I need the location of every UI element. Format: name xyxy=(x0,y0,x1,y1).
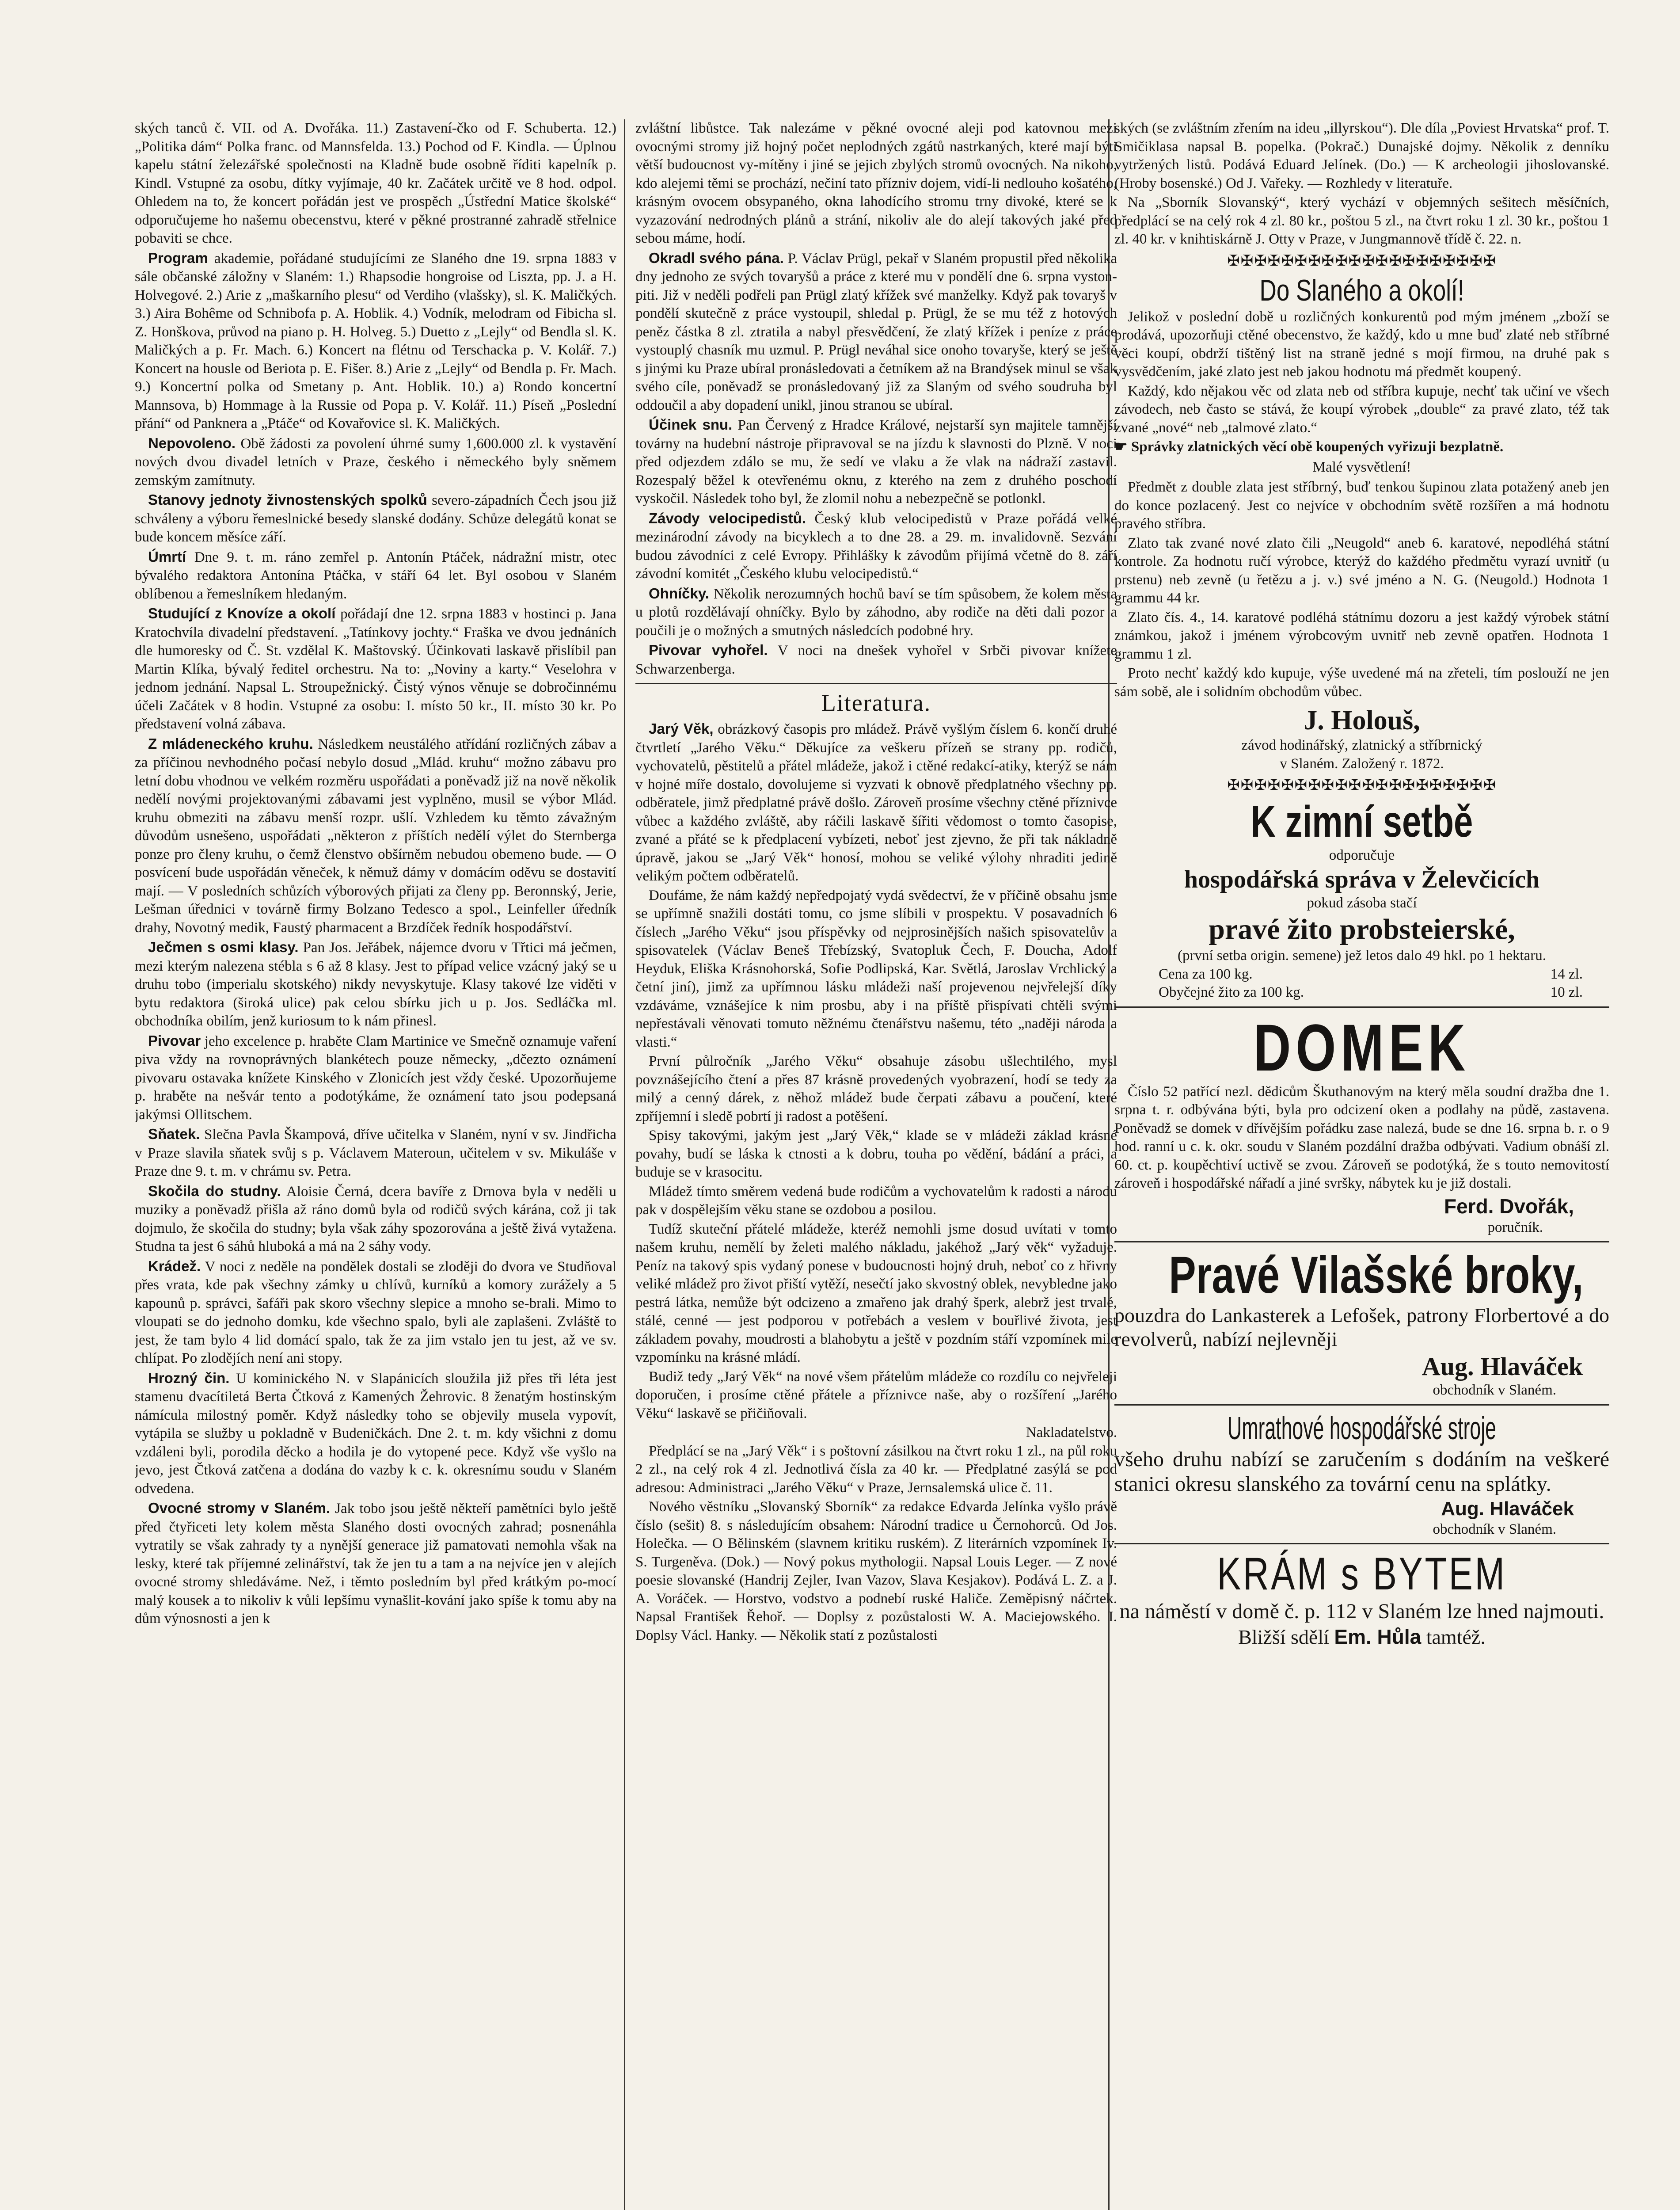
price-row: Cena za 100 kg. 14 zl. xyxy=(1159,966,1583,982)
news-pivovar: Pivovar jeho excelence p. hraběte Clam Martinice ve Smečně oznamuje vaření piva vždy na rovnoprávných blankétech pouze německy, „dčezto oznámení pivovaru ostavaka knížete Kinského v Zlonicích jest vždy české. Upozorňujeme p. hraběte na nešvár tento a podotýkáme, že oznámení tato jsou podepsaná jakýmsi Ollitschem. xyxy=(135,1032,616,1123)
news-studujici: Studující z Knovíze a okolí pořádají dne 12. srpna 1883 v hostinci p. Jana Kratochvíla divadelní představení. „Tatínkovy jochty.“ Fraška ve dvou jednáních dle humoresky od Č. St. vzdělal K. Maštovský. Účinkovati laskavě přislíbil pan Martin Klíka, bývalý ředitel orchestru. Na to: „Noviny a karty.“ Veselohra v jednom jednání. Napsal L. Stroupežnický. Čistý výnos věnuje se dobročinnému účeli Začátek v 8 hodin. Vstupné za osobu: I. místo 50 kr., II. místo 30 kr. Po představení volná zábava. xyxy=(135,605,616,732)
news-continuation-2: zvláštní libůstce. Tak nalezáme v pěkné ovocné aleji pod katovnou mezi ovocnými stromy již hojný počet neplodných zgátů nastrkaných, které mají býti větší budoucnost vy-mítěny i jiné se jejich zbylých stromů ovocných. Na nikoho, kdo alejemi těmi se prochází, nečiní tato přízniv dojem, vidí-li nedlouho košatého, krásným ovocem obsypaného, okna lahodícího stromu trny divoké, které se k vyzazování nedrodných plánů a strání, nikoliv ale do alejí takových jaké před sebou máme, hodí. xyxy=(635,120,1117,246)
ad-setbe: K zimní setbě odporučuje hospodářská správa v Želevčicích pokud zásoba stačí pravé žito probsteierské, (první setba origin. semene) jež letos dalo 49 hkl. po 1 hektaru. Cena za 100 kg. 14 zl. Obyčejné žito za 100 kg. 10 zl. xyxy=(1114,797,1609,1002)
news-ohnicky: Ohníčky. Několik nerozumných hochů baví se tím spůsobem, že kolem města u plotů rozdělávají ohníčky. Bylo by záhodno, aby rodiče na děti dali pozor a poučili je o možných a smutných následcích podobné hry. xyxy=(635,585,1117,639)
ad-kram-title: KRÁM s BYTEM xyxy=(1217,1548,1507,1600)
ad-kram: KRÁM s BYTEM na náměstí v domě č. p. 112 v Slaném lze hned najmouti. Bližší sdělí Em. Hůla tamtéž. xyxy=(1114,1549,1609,1649)
ad-broky: Pravé Vilašské broky, pouzdra do Lankasterek a Lefošek, patrony Florbertové a do revolverů, nabízí nejlevněji Aug. Hlaváček obchodník v Slaném. xyxy=(1114,1246,1609,1398)
news-ovocne-stromy: Ovocné stromy v Slaném. Jak tobo jsou ještě někteří pamětníci bylo ještě před čtyřiceti lety kolem města Slaného dosti ovocných zahrad; posnenáhla vytratily se však zahrady ty a nynější generace již pamatovati nemohla však na lesky, které tak příjemné zelinářství, tak že jen tu a tam a na nejvíce jen v alejích ovocné stromy shledáváme. Než, i těmto posledním byl před krátkým po-mocí malý kousek a to nikoliv k vůli lepšímu vynašlit-kování jako spíše k tomu aby na dům výnosnosti a jen k xyxy=(135,1500,616,1627)
ornament-border: ✠✠✠✠✠✠✠✠✠✠✠✠✠✠✠✠✠✠✠✠ xyxy=(1227,251,1497,270)
ad-divider xyxy=(1114,1006,1609,1008)
news-zavody: Závody velocipedistů. Český klub velocipedistů v Praze pořádá velké mezinárodní závody na bicyklech a to dne 28. a 29. m. invalidovně. Sezvání budou závodníci z celé Evropy. Přihlášky k závodům přijímá včetně do 8. září závodní komitét „Českého klubu velocipedistů.“ xyxy=(635,510,1117,582)
lit-sbornik: Na „Sborník Slovanský“, který vychází v objemných sešitech měsíčních, předplácí se na celý rok 4 zl. 80 kr., poštou 5 zl., na čtvrt roku 1 zl. 30 kr., poštou 1 zl. 40 kr. v knihtiskárně J. Otty v Praze, v Jungmannově třídě č. 22. n. xyxy=(1114,194,1609,247)
ad-setbe-title: K zimní setbě xyxy=(1250,797,1473,846)
lit-paragraph: První půlročník „Jarého Věku“ obsahuje zásobu ušlechtilého, mysl povznášejícího čtení a přes 87 krásně provedených vyobrazení, hodí se tedy za milý a cenný dárek, z něhož mládež bude čerpati zábavu a poučení, které zpříjemní i sledě pobrtí ji radost a potěšení. xyxy=(635,1053,1117,1124)
literatura-heading: Literatura. xyxy=(821,690,931,716)
lit-jary-vek: Jarý Věk, obrázkový časopis pro mládež. Právě vyšlým číslem 6. končí druhé čtvrtletí „Jarého Věku.“ Děkujíce za veškeru přízeň se strany pp. rodičů, vychovatelů, pěstitelů a přátel mládeže, jakož i ctěné redakcí-atiky, kterýž se nám v hojné míře dostalo, dovolujeme si vyzvati k obnově předplatného všechny pp. odběratele, jimž předplatné právě došlo. Zároveň prosíme všechny ctěné příznivce vůbec a každého zvláště, aby ráčili laskavě šířiti vědomost o tomto časopise, zvané a přáté se k předplacení vybízeti, neboť jest zjevno, že při tak nákladně úpravě, jakou se „Jarý Věk“ honosí, mohou se veliké výlohy nhraditi jedině velikým počtem odběratelů. xyxy=(635,720,1117,884)
news-snatek: Sňatek. Slečna Pavla Škampová, dříve učitelka v Slaném, nyní v sv. Jindřicha v Praze slavila sňatek svůj s p. Václavem Materoun, učitelem v sv. Mikuláše v Praze dne 9. t. m. v chrámu sv. Petra. xyxy=(135,1126,616,1179)
news-umrti: Úmrtí Dne 9. t. m. ráno zemřel p. Antonín Ptáček, nádražní mistr, otec bývalého redaktora Antonína Ptáčka, v stáří 64 let. Byl osobou v Slaném oblíbenou a řemeslníkem hledaným. xyxy=(135,548,616,602)
ad-divider xyxy=(1114,1241,1609,1242)
ad-kram-info: Bližší sdělí Em. Hůla tamtéž. xyxy=(1238,1625,1486,1648)
news-okradl: Okradl svého pána. P. Václav Prügl, pekař v Slaném propustil před několika dny jednoho ze svých tovaryšů a práce z které mu v pondělí dne 6. srpna vyston-piti. Již v neděli podřeli pan Prügl zlatý křížek své manželky. Když pak tovaryš v pondělí skutečně z práce vystoupil, shledal p. Prügl, že se mu též z hotových peněz částka 8 zl. ztratila a nabyl přesvědčení, že zlatý křížek i peníze z práce vystouplý chasník mu uzmul. P. Prügl neváhal sice onoho tovaryše, který se ještě s jinými ku Praze ubíral pronásledovati a četníkem až na Brandýsek minul se však svého cíle, poněvadž se pronásledovaný již za Slaným od svého soudruha byl oddoučil a aby dopadení unikl, jinou stranou se ubíral. xyxy=(635,249,1117,413)
ad-holous: Do Slaného a okolí! Jelikož v poslední době u rozličných konkurentů pod mým jménem „zboží se prodává, upozorňuji ctěné obecenstvo, že každý, kdo u mne buď zlaté neb stříbrné věci koupí, obdrží tištěný list na straně jedné s mojí firmou, na druhé pak s vysvědčením, jaké zlato jest neb jakou hodnotu má předmět koupený. Každý, kdo nějakou věc od zlata neb od stříbra kupuje, nechť tak učiní ve všech závodech, neb často se stává, že koupí výrobek „double“ za pravé zlato, též tak zvané „nové“ neb „talmové zlato.“ ☛ Správky zlatnických věcí obě koupených vyřizuji bezplatně. Malé vysvětlení! Předmět z double zlata jest stříbrný, buď tenkou šupinou zlata potažený aneb jen do konce pozlacený. Jest co nejvíce v obchodním světě rozšířen a má hodnotu pravého stříbra. Zlato tak zvané nové zlato čili „Neugold“ aneb 6. karatové, nepodléhá státní kontrole. Za hodnotu ručí výrobce, kterýž do každého předmětu vyrazí uvnitř (u prstenu) neb zevně (u řetězu a j. v.) své jméno a N. G. (Neugold.) Hodnota 1 grammu 44 kr. Zlato čís. 4., 14. karatové podléhá státnímu dozoru a jest každý výrobek státní známkou, jakož i jménem výrobcovým uvnitř neb zevně opatřen. Hodnota 1 grammu 1 zl. Proto nechť každý kdo kupuje, výše uvedené má na zřeteli, tím poslouží ne jen sám sobě, ale i solidním obchodům vůbec. J. Holouš, závod hodinářský, zlatnický a stříbrnický v Slaném. Založený r. 1872. xyxy=(1114,273,1609,772)
ad-umrath-title: Umrathové hospodářské stroje xyxy=(1228,1410,1496,1446)
news-stanovy: Stanovy jednoty živnostenských spolků severo-západních Čech jsou již schváleny a výboru řemeslnické besedy slanské dodány. Schůze delegátů konat se bude koncem měsíce září. xyxy=(135,492,616,545)
lit-paragraph: Budiž tedy „Jarý Věk“ na nové všem přátelům mládeže co rozdílu co nejvřeleji doporučen, i prosíme ctěné přátele a příznivce naše, aby o rozšíření „Jarého Věku“ laskavě se přičiňovali. xyxy=(635,1368,1117,1421)
lit-paragraph: Mládež tímto směrem vedená bude rodičům a vychovatelům k radosti a národu pak v dospělejším věku stane se ozdobou a posilou. xyxy=(635,1183,1117,1218)
ad-holous-heading: Do Slaného a okolí! xyxy=(1259,273,1464,307)
section-divider xyxy=(635,683,1117,684)
lit-signature: Nakladatelstvo. xyxy=(1026,1425,1117,1440)
price-row: Obyčejné žito za 100 kg. 10 zl. xyxy=(1159,984,1583,1000)
ad-divider xyxy=(1114,1404,1609,1406)
column-2 xyxy=(635,119,1117,2210)
news-jecmen: Ječmen s osmi klasy. Pan Jos. Jeřábek, nájemce dvoru v Třtici má ječmen, mezi kterým nalezena stébla s 6 až 8 klasy. Jest to případ velice vzácný jaký se u druhu tobo (imperialu skotského) nikdy nevyskytuje. Klasy takové lze viděti v bytu redaktora (široká ulice) pak celou sbírku jich u p. Jos. Sedláčka ml. obchodníka obilím, jenž kuriosum to k nám přinesl. xyxy=(135,939,616,1029)
news-skocila: Skočila do studny. Aloisie Černá, dcera bavíře z Drnova byla v neděli u muziky a poněvadž přišla až ráno domů byla od rodičů svých kárána, což ji tak dojmulo, že skočila do studny; byla však záhy spozorována a ještě živá vytažena. Studna ta jest 6 sáhů hluboká a má na 2 sáhy vody. xyxy=(135,1182,616,1254)
lit-paragraph: Nového věstníku „Slovanský Sborník“ za redakce Edvarda Jelínka vyšlo právě číslo (sešit) 8. s následujícím obsahem: Národní tradice u Černohorců. Od Jos. Holečka. — O Bělinském (slavnem kritiku ruském). Z literárních vzpomínek Iv. S. Turgeněva. (Dok.) — Nový pokus mythologii. Napsal Louis Leger. — Z nové poesie slovanské (Handrij Zejler, Ivan Vazov, Slava Kesjakov). Podává L. Z. a J. A. Voráček. — Horstvo, vodstvo a podnebí ruské Haliče. Zeměpisný náčrtek. Napsal František Řehoř. — Doplsy z pozůstalosti W. A. Maciejowského. I. Doplsy Václ. Hanky. — Několik statí z pozůstalosti xyxy=(635,1499,1117,1643)
ad-broky-title: Pravé Vilašské broky, xyxy=(1169,1246,1584,1304)
column-3 xyxy=(1114,119,1609,2210)
ornament-border: ✠✠✠✠✠✠✠✠✠✠✠✠✠✠✠✠✠✠✠✠ xyxy=(1227,776,1497,794)
pointing-hand-icon: ☛ xyxy=(1114,439,1128,455)
column-rule-left xyxy=(624,119,625,2210)
ad-holous-name: J. Holouš, xyxy=(1304,705,1420,735)
lit-paragraph: Předplácí se na „Jarý Věk“ i s poštovní zásilkou na čtvrt roku 1 zl., na půl roku 2 zl., na celý rok 4 zl. Jednotlivá čísla za 40 kr. — Předplatné zasýlá se pod adresou: Administraci „Jarého Věku“ v Praze, Jernsalemská ulice č. 11. xyxy=(635,1443,1117,1496)
lit-paragraph: Tudíž skuteční přátelé mládeže, kteréž nemohli jsme dosud uvítati v tomto našem kruhu, nemělí by želeti malého nákladu, jakéhož „Jarý věk“ vyžaduje. Peníz na takový spis vydaný ponese v budoucnosti hojný druh, neboť co z hřivny veliké mládež pro život přiští vytěží, nesečtí jako skvostný oblek, nevybledne jako pestrá látka, nemůže být odcizeno a zmařeno jak drahý šperk, alebrž jest trvalé, stálé, cenné — jest podporou v potřebách a veslem v bouřlivé života, jest základem povahy, moudrosti a blahobytu a ještě v pozdním stáří vzpomínek mile vzpomínku na krásné mládí. xyxy=(635,1221,1117,1365)
ad-holous-spravky: ☛ Správky zlatnických věcí obě koupených vyřizuji bezplatně. xyxy=(1114,439,1504,455)
news-continuation: ských tanců č. VII. od A. Dvořáka. 11.) Zastavení-čko od F. Schuberta. 12.) „Politika dám“ Polka franc. od Mannsfelda. 13.) Pochod od F. Kindla. — Úplnou kapelu státní železářské společnosti na Kladně bude osobně říditi kapelník p. Kindl. Vstupné za osobu, dítky vyjímaje, 40 kr. Začátek určitě ve 8 hod. odpol. Ohledem na to, že koncert pořádán jest ve prospěch „Ústřední Matice školské“ odporučujeme ho našemu obecenstvu, které v pěkné prostranné zahradě střelnice pobaviti se chce. xyxy=(135,120,616,246)
ad-domek: DOMEK Číslo 52 patřící nezl. dědicům Škuthanovým na který měla soudní dražba dne 1. srpna t. r. odbývána býti, byla pro odcizení oken a podlahy na půdě, zastavena. Poněvadž se domek v dřívějším pořádku zase nalezá, bude se dne 16. srpna b. r. o 9 hod. ranní u c. k. okr. soudu v Slaném pozdální dražba odbývati. Vadium obnáší zl. 60. ct. p. koupěchtiví uctivě se zvou. Zároveň se podotýká, že s touto nemovitostí zároveň i hospodářské nářadí a jiné svršky, nábytek ku je již dostali. Ferd. Dvořák, poručník. xyxy=(1114,1010,1609,1235)
column-1 xyxy=(135,119,616,2210)
news-hrozny-cin: Hrozný čin. U kominického N. v Slapánicích sloužila již přes tři léta jest stamenu dvacítiletá Berta Čtková z Kamených Žehrovic. 8 ženatým hostinským námícula milostný poměr. Když následky toho se objevily musela vypovít, vytápila se služby u pokladně v Budeničkách. Dne 2. t. m. kdy všichni z domu vzdáleni byli, porodila děcko a hodila je do vytopené pece. Když vše vyšlo na jevo, jest Čtková zatčena a dodána do vazby k c. k. okresnímu soudu v Slaném odvedena. xyxy=(135,1369,616,1497)
news-ucinek-snu: Účinek snu. Pan Červený z Hradce Králové, nejstarší syn majitele tamnější továrny na hudební nástroje připravoval se na jízdu k slavnosti do Plzně. V noci před odjezdem zdálo se mu, že sedí ve vlaku a že vlak na nádraží zastavil. Rozespalý běžel k otevřenému oknu, z kterého na zem z druhého poschodí vyskočil. Následek toho byl, že zlomil nohu a nebezpečně se potlonkl. xyxy=(635,416,1117,507)
ad-domek-title: DOMEK xyxy=(1253,1010,1471,1085)
ad-umrath: Umrathové hospodářské stroje všeho druhu nabízí se zaručením s dodáním na veškeré stanici okresu slanského za tovární cenu na splátky. Aug. Hlaváček obchodník v Slaném. xyxy=(1114,1410,1609,1537)
news-program: Program akademie, pořádané studujícími ze Slaného dne 19. srpna 1883 v sále občanské záložny v Slaném: 1.) Rhapsodie hongroise od Liszta, pp. J. a H. Holvegové. 2.) Arie z „maškarního plesu“ od Verdiho (vlašsky), sl. K. Maličkých. 3.) Aira Bohême od Schnibofa p. A. Hoblik. 4.) Vodník, melodram od Fibicha sl. Z. Honškova, průvod na piano p. H. Holveg. 5.) Duetto z „Lejly“ od Bendla sl. K. Maličkých a p. Fr. Mach. 6.) Koncert na flétnu od Terschacka p. V. Kolář. 7.) Koncert na housle od Beriota p. E. Fišer. 8.) Arie z „Lejly“ od Bendla p. Fr. Mach. 9.) Koncertní polka od Smetany p. Ant. Hoblik. 10.) a) Rondo koncertní Mannsova, b) Hommage à la Russie od Popa p. V. Kolář. 11.) Píseň „Poslední přání“ od Panknera a „Ptáče“ od Kovařovice sl. K. Maličkých. xyxy=(135,249,616,431)
news-mladenecky-kruh: Z mládeneckého kruhu. Následkem neustálého atřídání rozličných zábav a za příčinou nevhodného počasí nebylo dosud „Mlád. kruhu“ možno zábavu pro letní dobu vhodnou ve velkém rozměru uspořádati a poněvadž již na nově několik nedělí novými projektovanými zábavami jest vyplněno, musil se výbor Mlád. kruhu obmeziti na zábavu menší rozpr. ušlí. Vzhledem ku těmto závažným důvodům usnešeno, uspořádati „některon z příštích nedělí výlet do Sternberga ponze pro členy kruhu, o čemž členstvo obšírněm nebudou obemeno bude. — O posvícení bude uspořádán věneček, k němuž dámy v domácím oděvu se dostavití mají. — V posledních schůzích výborových přijati za členy pp. Beronnský, Jerie, Lešman úřednici v továrně firmy Bolzano Tedesco a spol., Leinfeller úředník drahy, Novotný medik, Faustý pharmacent a Brzdíček ředník hospodářství. xyxy=(135,735,616,936)
lit-paragraph: Doufáme, že nám každý nepředpojatý vydá svědectví, že v příčině obsahu jsme se upřímně snažili dostáti tomu, co jsme slíbili v prospektu. V posavadních 6 číslech „Jarého Věku“ jsou příspěvky od nejprosinějších našich spisovatelův a spisovatelek (Václav Beneš Třebízský, Svatopluk Čech, F. Doucha, Adolf Heyduk, Eliška Krásnohorská, Sofie Podlipská, Kar. Světlá, Jaroslav Vrchlický a četní jiní), jimž za upřímnou lásku mládeži naší projevenou nejvřelejší díky vzdáváme, vznášejíce k nim prosbu, aby i na příště přispívati chtěli svými nepřestávali věnovati tomuto něžnému čtenářstvu našemu, této „naději národa a vlasti.“ xyxy=(635,887,1117,1050)
lit-continuation: ských (se zvláštním zřením na ideu „illyrskou“). Dle díla „Poviest Hrvatska“ prof. T. Smičiklasa napsal B. popelka. (Pokrač.) Dunajské dojmy. Několik z denníku vytržených listů. Podává Eduard Jelínek. (Do.) — K archeologii jihoslovanské. (Hroby bosenské.) Od J. Vařeky. — Rozhledy v literatuře. xyxy=(1114,120,1609,191)
news-nepovoleno: Nepovoleno. Obě žádosti za povolení úhrné sumy 1,600.000 zl. k vystavění nových dvou divadel letních v Praze, českého i německého byly sněmem zemským zamítnuty. xyxy=(135,434,616,488)
lit-paragraph: Spisy takovými, jakým jest „Jarý Věk,“ klade se v mládeži základ krásné povahy, budí se láska k ctnosti a k dobru, touha po vědění, bádání a práci, a buduje se v krasocitu. xyxy=(635,1128,1117,1180)
news-kradez: Krádež. V noci z neděle na pondělek dostali se zloději do dvora ve Studňoval přes vrata, kde pak všechny zámky u chlívů, kurníků a komory zurážely a 5 kapounů p. správci, šafáři pak skoro všechny slepice a mnoho se-brali. Mimo to vloupati se do jednoho domku, kde všechno spalo, byli ale zaplašeni. Zvláště to jest, že tam bylo 4 lid domácí spalo, tak že za jim vstalo jen tu jest, až ve sv. chlípat. Po zlodějích není ani stopy. xyxy=(135,1257,616,1366)
news-pivovar-vyhorel: Pivovar vyhořel. V noci na dnešek vyhořel v Srbči pivovar knížete Schwarzenberga. xyxy=(635,642,1117,677)
news-program-head: Program xyxy=(148,249,208,266)
ad-divider xyxy=(1114,1543,1609,1544)
